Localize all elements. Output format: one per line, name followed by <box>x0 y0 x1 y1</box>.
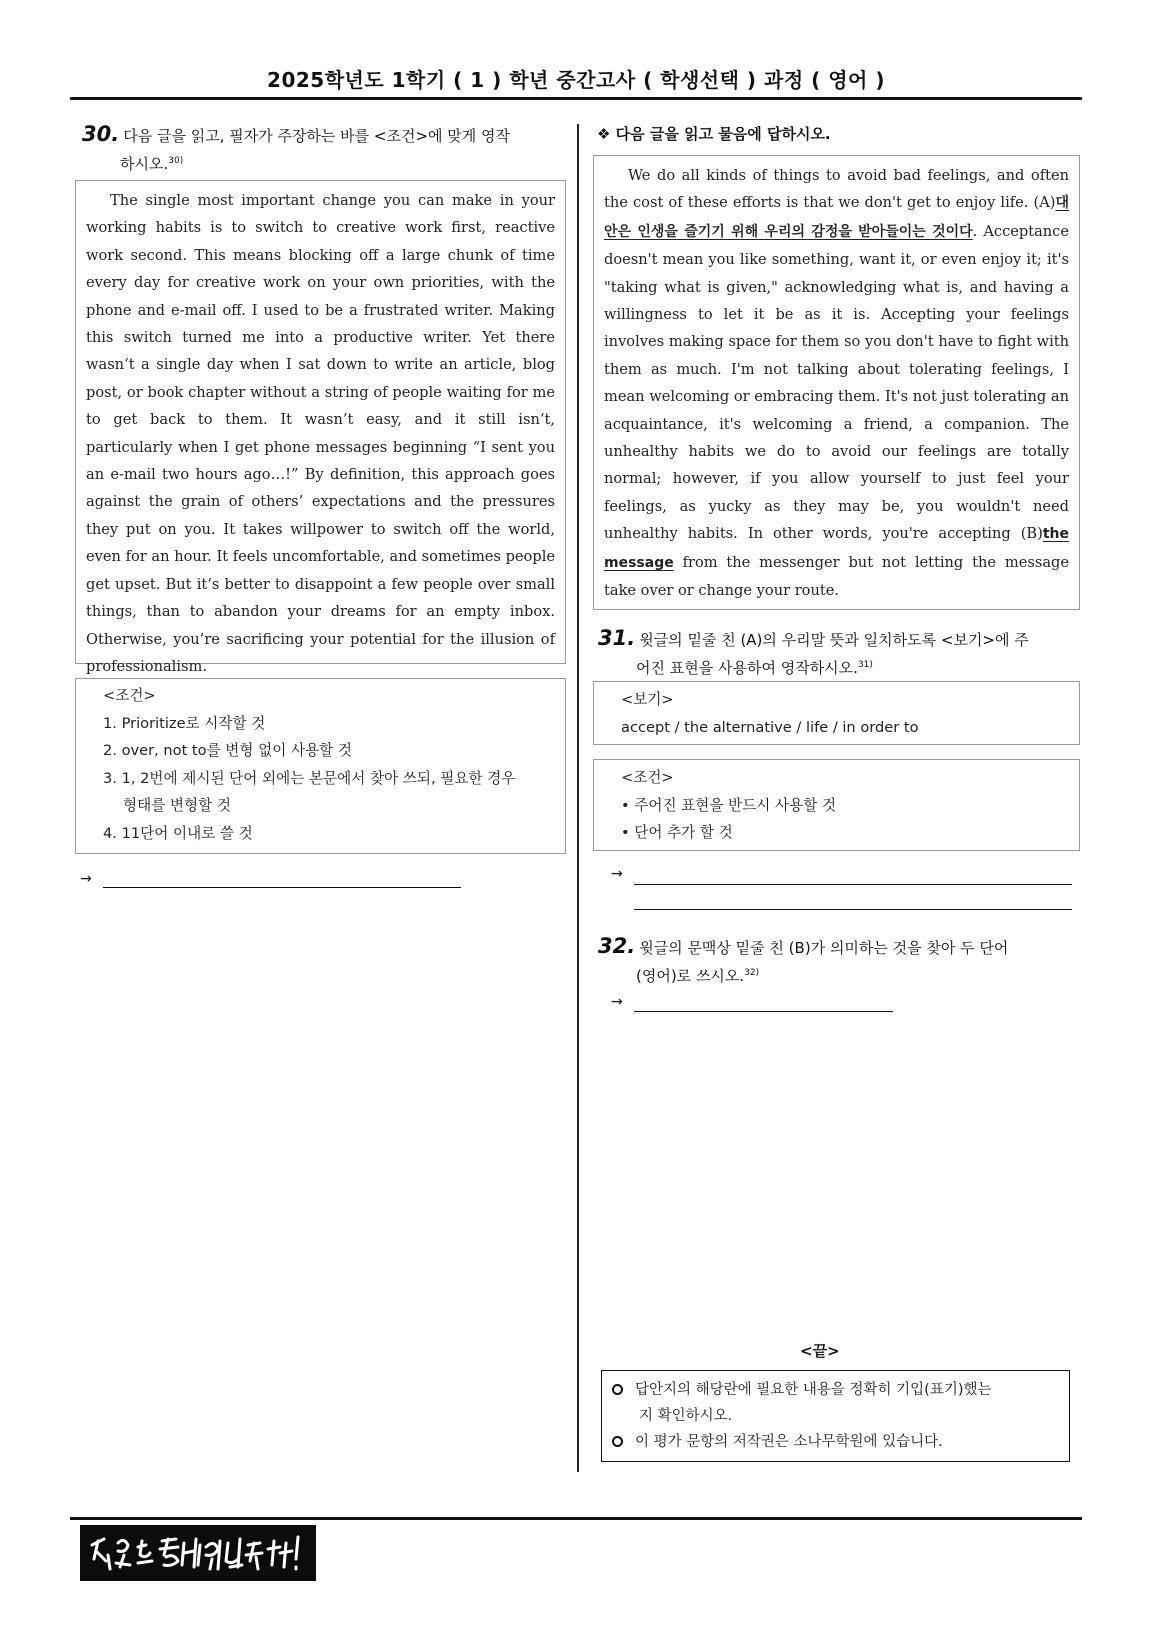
example-title: <보기> <box>621 691 674 708</box>
passage-segment: We do all kinds of things to avoid bad feelings, and often the cost of these efforts is that we don't get to enjoy life. (A) <box>604 167 1069 212</box>
footnote-marker: 31) <box>857 660 873 670</box>
instruction-line-2: (영어)로 쓰시오. <box>636 967 745 985</box>
footnote-marker: 30) <box>168 156 184 166</box>
logo-brush-lettering-icon <box>80 1525 316 1581</box>
passage-text <box>86 187 555 680</box>
condition-item: 1. Prioritize로 시작할 것 <box>103 714 266 732</box>
shared-passage-paragraph <box>604 162 1069 605</box>
answer-arrow: → <box>611 994 623 1010</box>
footnote-marker: 32) <box>744 968 760 978</box>
shared-passage-box <box>593 155 1080 610</box>
conditions-title: <조건> <box>621 769 674 786</box>
instruction-line-2: 어진 표현을 사용하여 영작하시오. <box>636 659 858 677</box>
instruction-line-2: 하시오. <box>120 155 169 173</box>
notice-item: 이 평가 문항의 저작권은 소나무학원에 있습니다. <box>635 1434 943 1450</box>
question-31-instruction <box>598 626 1080 681</box>
exam-title: 2025학년도 1학기 ( 1 ) 학년 중간고사 ( 학생선택 ) 과정 ( 영어 ) <box>267 68 885 92</box>
condition-item: 2. over, not to를 변형 없이 사용할 것 <box>103 742 353 759</box>
question-number: 30. <box>82 122 120 146</box>
answer-line[interactable] <box>103 887 461 888</box>
circle-bullet-icon <box>612 1384 623 1395</box>
answer-line[interactable] <box>634 1011 893 1012</box>
end-mark: <끝> <box>800 1342 840 1360</box>
footer-divider <box>70 1517 1082 1520</box>
instruction-line-1: 윗글의 문맥상 밑줄 친 (B)가 의미하는 것을 찾아 두 단어 <box>639 939 1009 957</box>
instruction-line-1: 다음 글을 읽고, 필자가 주장하는 바를 <조건>에 맞게 영작 <box>123 127 511 145</box>
example-box <box>593 681 1080 745</box>
condition-item: 4. 11단어 이내로 쓸 것 <box>103 824 253 842</box>
shared-passage-text <box>604 162 1069 605</box>
column-divider <box>577 124 579 1472</box>
conditions-box-31 <box>593 759 1080 851</box>
answer-line[interactable] <box>634 884 1072 885</box>
conditions-box <box>75 678 566 854</box>
passage-box <box>75 180 566 675</box>
answer-arrow: → <box>611 866 623 882</box>
condition-item-continued: 형태를 변형할 것 <box>123 797 231 814</box>
condition-item: • 주어진 표현을 반드시 사용할 것 <box>621 796 837 814</box>
notice-box <box>601 1370 1070 1462</box>
question-32-instruction <box>598 934 1080 989</box>
passage-segment: from the messenger but not letting the message take over or change your route. <box>604 553 1069 600</box>
question-number: 31. <box>598 626 636 650</box>
passage-paragraph: The single most important change you can make in your working habits is to switch to creative work first, reactive work second. This means blocking off a large chunk of time every day for creative work on your own priorities, with the phone and e-mail off. I used to be a frustrated writer. Making this switch turned me into a productive writer. Yet there wasn‘t a single day when I sat down to write an article, blog post, or book chapter without a string of people waiting for me to get back to them. It wasn’t easy, and it still isn‘t, particularly when I get phone messages beginning “I sent you an e-mail two hours ago…!” By definition, this approach goes against the grain of others’ expectations and the pressures they put on you. It takes willpower to switch off the world, even for an hour. It feels uncomfortable, and sometimes people get upset. But it‘s better to disappoint a few people over small things, than to abandon your dreams for an empty inbox. Otherwise, you’re sacrificing your potential for the illusion of professionalism. <box>86 192 555 675</box>
condition-item: 3. 1, 2번에 제시된 단어 외에는 본문에서 찾아 쓰되, 필요한 경우 <box>103 769 516 787</box>
notice-item-continued: 지 확인하시오. <box>639 1408 733 1424</box>
header-divider <box>70 97 1082 100</box>
question-30-instruction <box>82 122 562 177</box>
example-words: accept / the alternative / life / in order to <box>621 718 919 736</box>
underline-a: 대안은 인생을 즐기기 위해 우리의 감정을 받아들이는 것이다 <box>604 195 1069 240</box>
answer-line-2[interactable] <box>634 909 1072 910</box>
conditions-title: <조건> <box>103 687 156 704</box>
passage-segment: . Acceptance doesn't mean you like something, want it, or even enjoy it; it's "taking what is given," acknowledging what is, and having a willingness to let it be as it is. Accepting your feelings involves making space for them so you don't have to fight with them as much. I'm not talking about tolerating feelings, I mean welcoming or embracing them. It's not just tolerating an acquaintance, it's welcoming a friend, a companion. The unhealthy habits we do to avoid our feelings are totally normal; however, if you allow yourself to just feel your feelings, as yucky as they may be, you wouldn't need unhealthy habits. In other words, you're accepting (B) <box>604 222 1070 543</box>
question-number: 32. <box>598 934 636 958</box>
condition-item: • 단어 추가 할 것 <box>621 824 733 841</box>
notice-item: 답안지의 해당란에 필요한 내용을 정확히 기입(표기)했는 <box>635 1382 992 1398</box>
instruction-line-1: 윗글의 밑줄 친 (A)의 우리말 뜻과 일치하도록 <보기>에 주 <box>639 631 1029 649</box>
circle-bullet-icon <box>612 1436 623 1447</box>
shared-passage-heading: ❖ 다음 글을 읽고 물음에 답하시오. <box>597 125 831 143</box>
answer-arrow: → <box>80 871 92 887</box>
academy-logo <box>80 1525 316 1581</box>
underline-b: the message <box>604 526 1069 571</box>
